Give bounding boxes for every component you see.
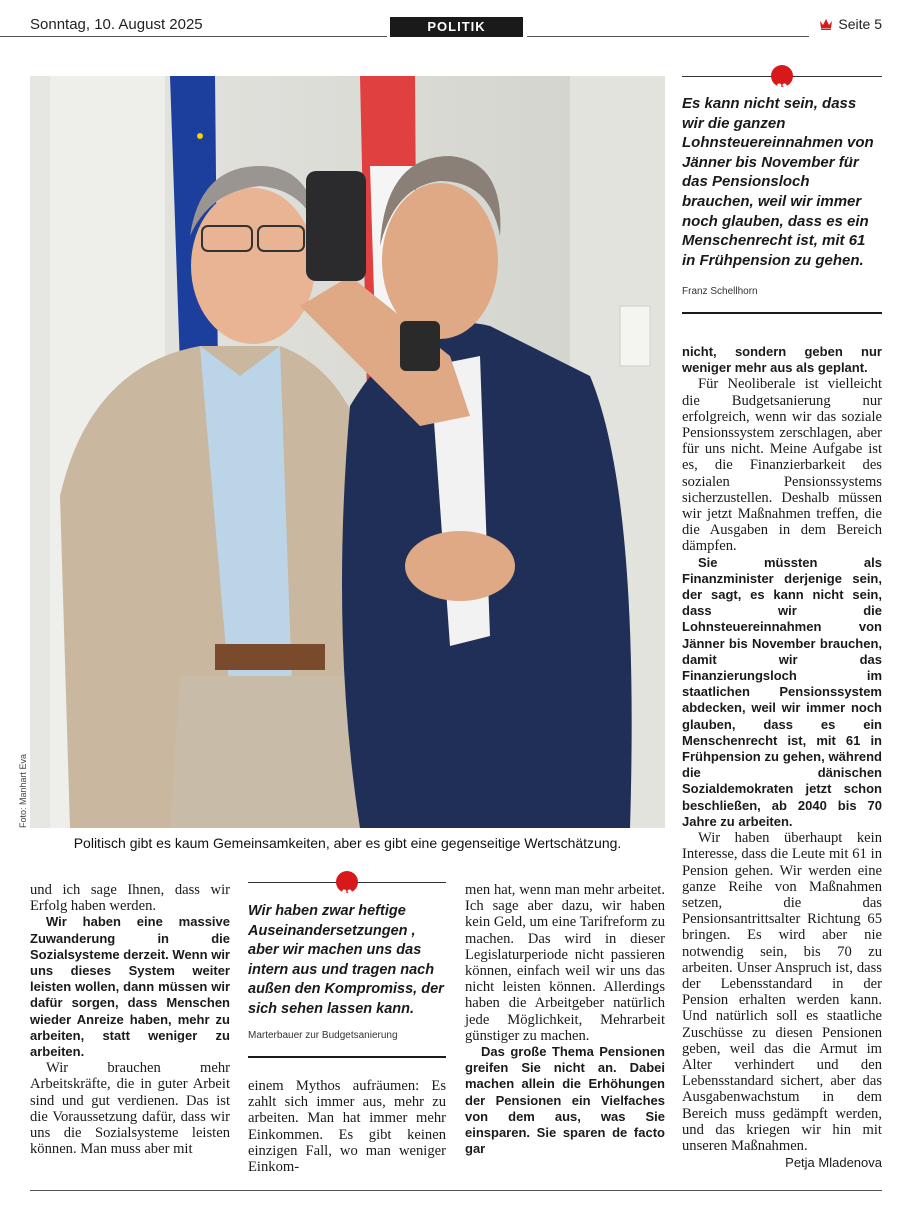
pull-quote-bottom bbox=[248, 870, 446, 1062]
photo-caption: Politisch gibt es kaum Gemeinsamkeiten, aber es gibt eine gegenseitige Wertschätzung. bbox=[73, 835, 622, 851]
column-right bbox=[682, 344, 882, 1171]
pull-quote-author: Marterbauer zur Budgetsanierung bbox=[248, 1030, 398, 1041]
question-paragraph: Das große Thema Pensionen greifen Sie nicht an. Dabei machen allein die Erhöhungen der Pensionen ein Vielfaches von dem aus, was Sie einsparen. Sie sparen de facto gar bbox=[465, 1044, 665, 1157]
author-signature: Petja Mladenova bbox=[785, 1155, 882, 1171]
question-paragraph: Sie müssten als Finanzminister derjenige sein, der sagt, es kann nicht sein, dass wir die Lohnsteuereinnahmen von Jänner bis November brauchen, damit wir das Finanzierungsloch im staatlichen Pensionssystem abdecken, weil wir immer noch glauben, dass es ein Menschenrecht ist, mit 61 in Frühpension zu gehen, während die dänischen Sozialdemokraten jetzt schon beschließen, ab 2040 bis 70 Jahre zu arbeiten. bbox=[682, 554, 882, 829]
question-paragraph: nicht, sondern geben nur weniger mehr aus als geplant. bbox=[682, 344, 882, 376]
crown-icon bbox=[819, 18, 833, 30]
header-rule-left bbox=[0, 36, 387, 37]
pull-quote-author: Franz Schellhorn bbox=[682, 286, 758, 297]
quote-rule-bottom bbox=[248, 1056, 446, 1058]
column-middle bbox=[248, 1078, 446, 1175]
header-rule-right bbox=[527, 36, 809, 37]
page-number bbox=[819, 16, 882, 32]
paragraph: einem Mythos aufräumen: Es zahlt sich immer aus, mehr zu arbeiten. Man hat immer mehr Einkommen. Es gibt keinen einzigen Fall, wo man weniger Einkom- bbox=[248, 1078, 446, 1176]
paragraph: Wir brauchen mehr Arbeitskräfte, die in guter Arbeit sind und gut verdienen. Das ist die Voraussetzung dafür, dass wir uns die Sozialsysteme leisten können. Man muss aber mit bbox=[30, 1060, 230, 1158]
paragraph: Wir haben überhaupt kein Interesse, dass die Leute mit 61 in Pension gehen. Wir werden eine ganze Reihe von Maßnahmen setzen, die das Pensionsantrittsalter Richtung 65 bringen. Es wird aber nie notwendig sein, bis 70 zu arbeiten. Unser Anspruch ist, dass der Lebensstandard in der Pension erhalten werden kann. Und natürlich soll es staatliche Zuschüsse zu diesen Pensionen geben, weil das die Armut im Alter verhindert und den Lebensstandard sichert, aber das Ausgabenwachstum in dem Bereich muss gedämpft werden, und das kriegen wir hin mit unseren Maßnahmen. bbox=[682, 830, 882, 1154]
page-number-label: Seite 5 bbox=[838, 16, 882, 32]
issue-date: Sonntag, 10. August 2025 bbox=[30, 16, 203, 33]
paragraph: Für Neoliberale ist vielleicht die Budgetsanierung nur erfolgreich, wenn wir das soziale Pensionssystem zerschlagen, aber für uns nicht. Meine Aufgabe ist es, die Finanzierbarkeit des sozialen Pensionssystems sicherzustellen. Deshalb müssen wir jetzt Maßnahmen treffen, die die Ausgaben in dem Bereich dämpfen. bbox=[682, 376, 882, 555]
pull-quote-text: Wir haben zwar heftige Auseinandersetzungen , aber wir machen uns das intern aus und tragen nach außen den Kompromiss, der sich sehen lassen kann. bbox=[248, 903, 444, 1017]
pull-quote-top bbox=[682, 64, 882, 318]
pull-quote-text: Es kann nicht sein, dass wir die ganzen Lohnsteuereinnahmen von Jänner bis November für das Pensionsloch brauchen, weil wir immer noch glauben, dass es ein Menschenrecht ist, mit 61 in Frühpension zu gehen. bbox=[682, 95, 874, 269]
column-center-right bbox=[465, 882, 665, 1157]
question-paragraph: Wir haben eine massive Zuwanderung in die Sozialsysteme derzeit. Wenn wir uns dieses System weiter leisten wollen, dann müssen wir dafür sorgen, dass Menschen wieder Anreize haben, mehr zu arbeiten, statt weniger zu arbeiten. bbox=[30, 914, 230, 1060]
quote-rule-bottom bbox=[682, 312, 882, 314]
section-label: POLITIK bbox=[390, 17, 523, 37]
paragraph: und ich sage Ihnen, dass wir Erfolg haben werden. bbox=[30, 882, 230, 915]
quote-mark-icon: „ bbox=[771, 65, 793, 87]
column-left bbox=[30, 882, 230, 1157]
article-photo bbox=[30, 76, 665, 828]
paragraph: men hat, wenn man mehr arbeitet. Ich sage aber dazu, wir haben kein Geld, um eine Tarifreform zu machen. Das wird in dieser Legislaturperiode nicht passieren können, einfach weil wir uns das nicht leisten können. Allerdings haben die Arbeitgeber natürlich jede Möglichkeit, Mehrarbeit günstiger zu machen. bbox=[465, 882, 665, 1044]
photo-credit: Foto: Manhart Eva bbox=[18, 753, 28, 828]
footer-rule bbox=[30, 1190, 882, 1191]
quote-mark-icon: „ bbox=[336, 871, 358, 893]
